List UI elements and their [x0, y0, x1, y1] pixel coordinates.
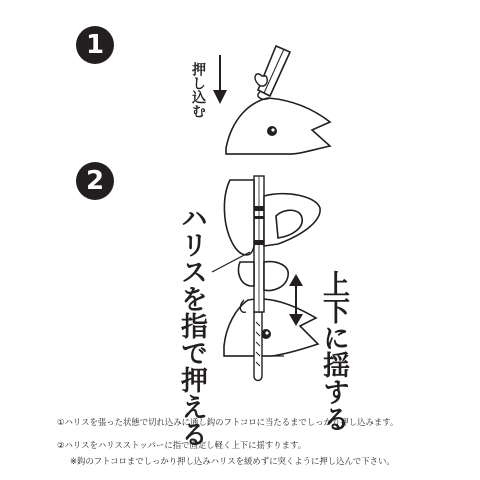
harisu-stopper-1	[255, 46, 290, 99]
hook-shank	[254, 312, 262, 381]
note-step2-extra: ※鈎のフトコロまでしっかり押し込みハリスを緩めずに突くように押し込んで下さい。	[70, 456, 395, 466]
note-step2: ②ハリスをハリスストッパーに指で固定し軽く上下に揺すります。	[57, 440, 307, 450]
shake-label: 上下に揺する	[318, 270, 349, 432]
bait-fish-1	[226, 98, 330, 154]
push-in-label: 押し込む	[190, 62, 206, 118]
note-step1: ①ハリスを張った状態で切れ込みに通し鈎のフトコロに当たるまでしっかり押し込みます。	[57, 417, 399, 427]
hold-harisu-label: ハリスを指で押える	[176, 204, 207, 447]
bait-fish-2	[224, 299, 318, 356]
step-1-badge: 1	[76, 26, 114, 64]
hand-illustration	[224, 180, 320, 290]
step-2-badge: 2	[76, 162, 114, 200]
push-down-arrow	[213, 55, 227, 104]
